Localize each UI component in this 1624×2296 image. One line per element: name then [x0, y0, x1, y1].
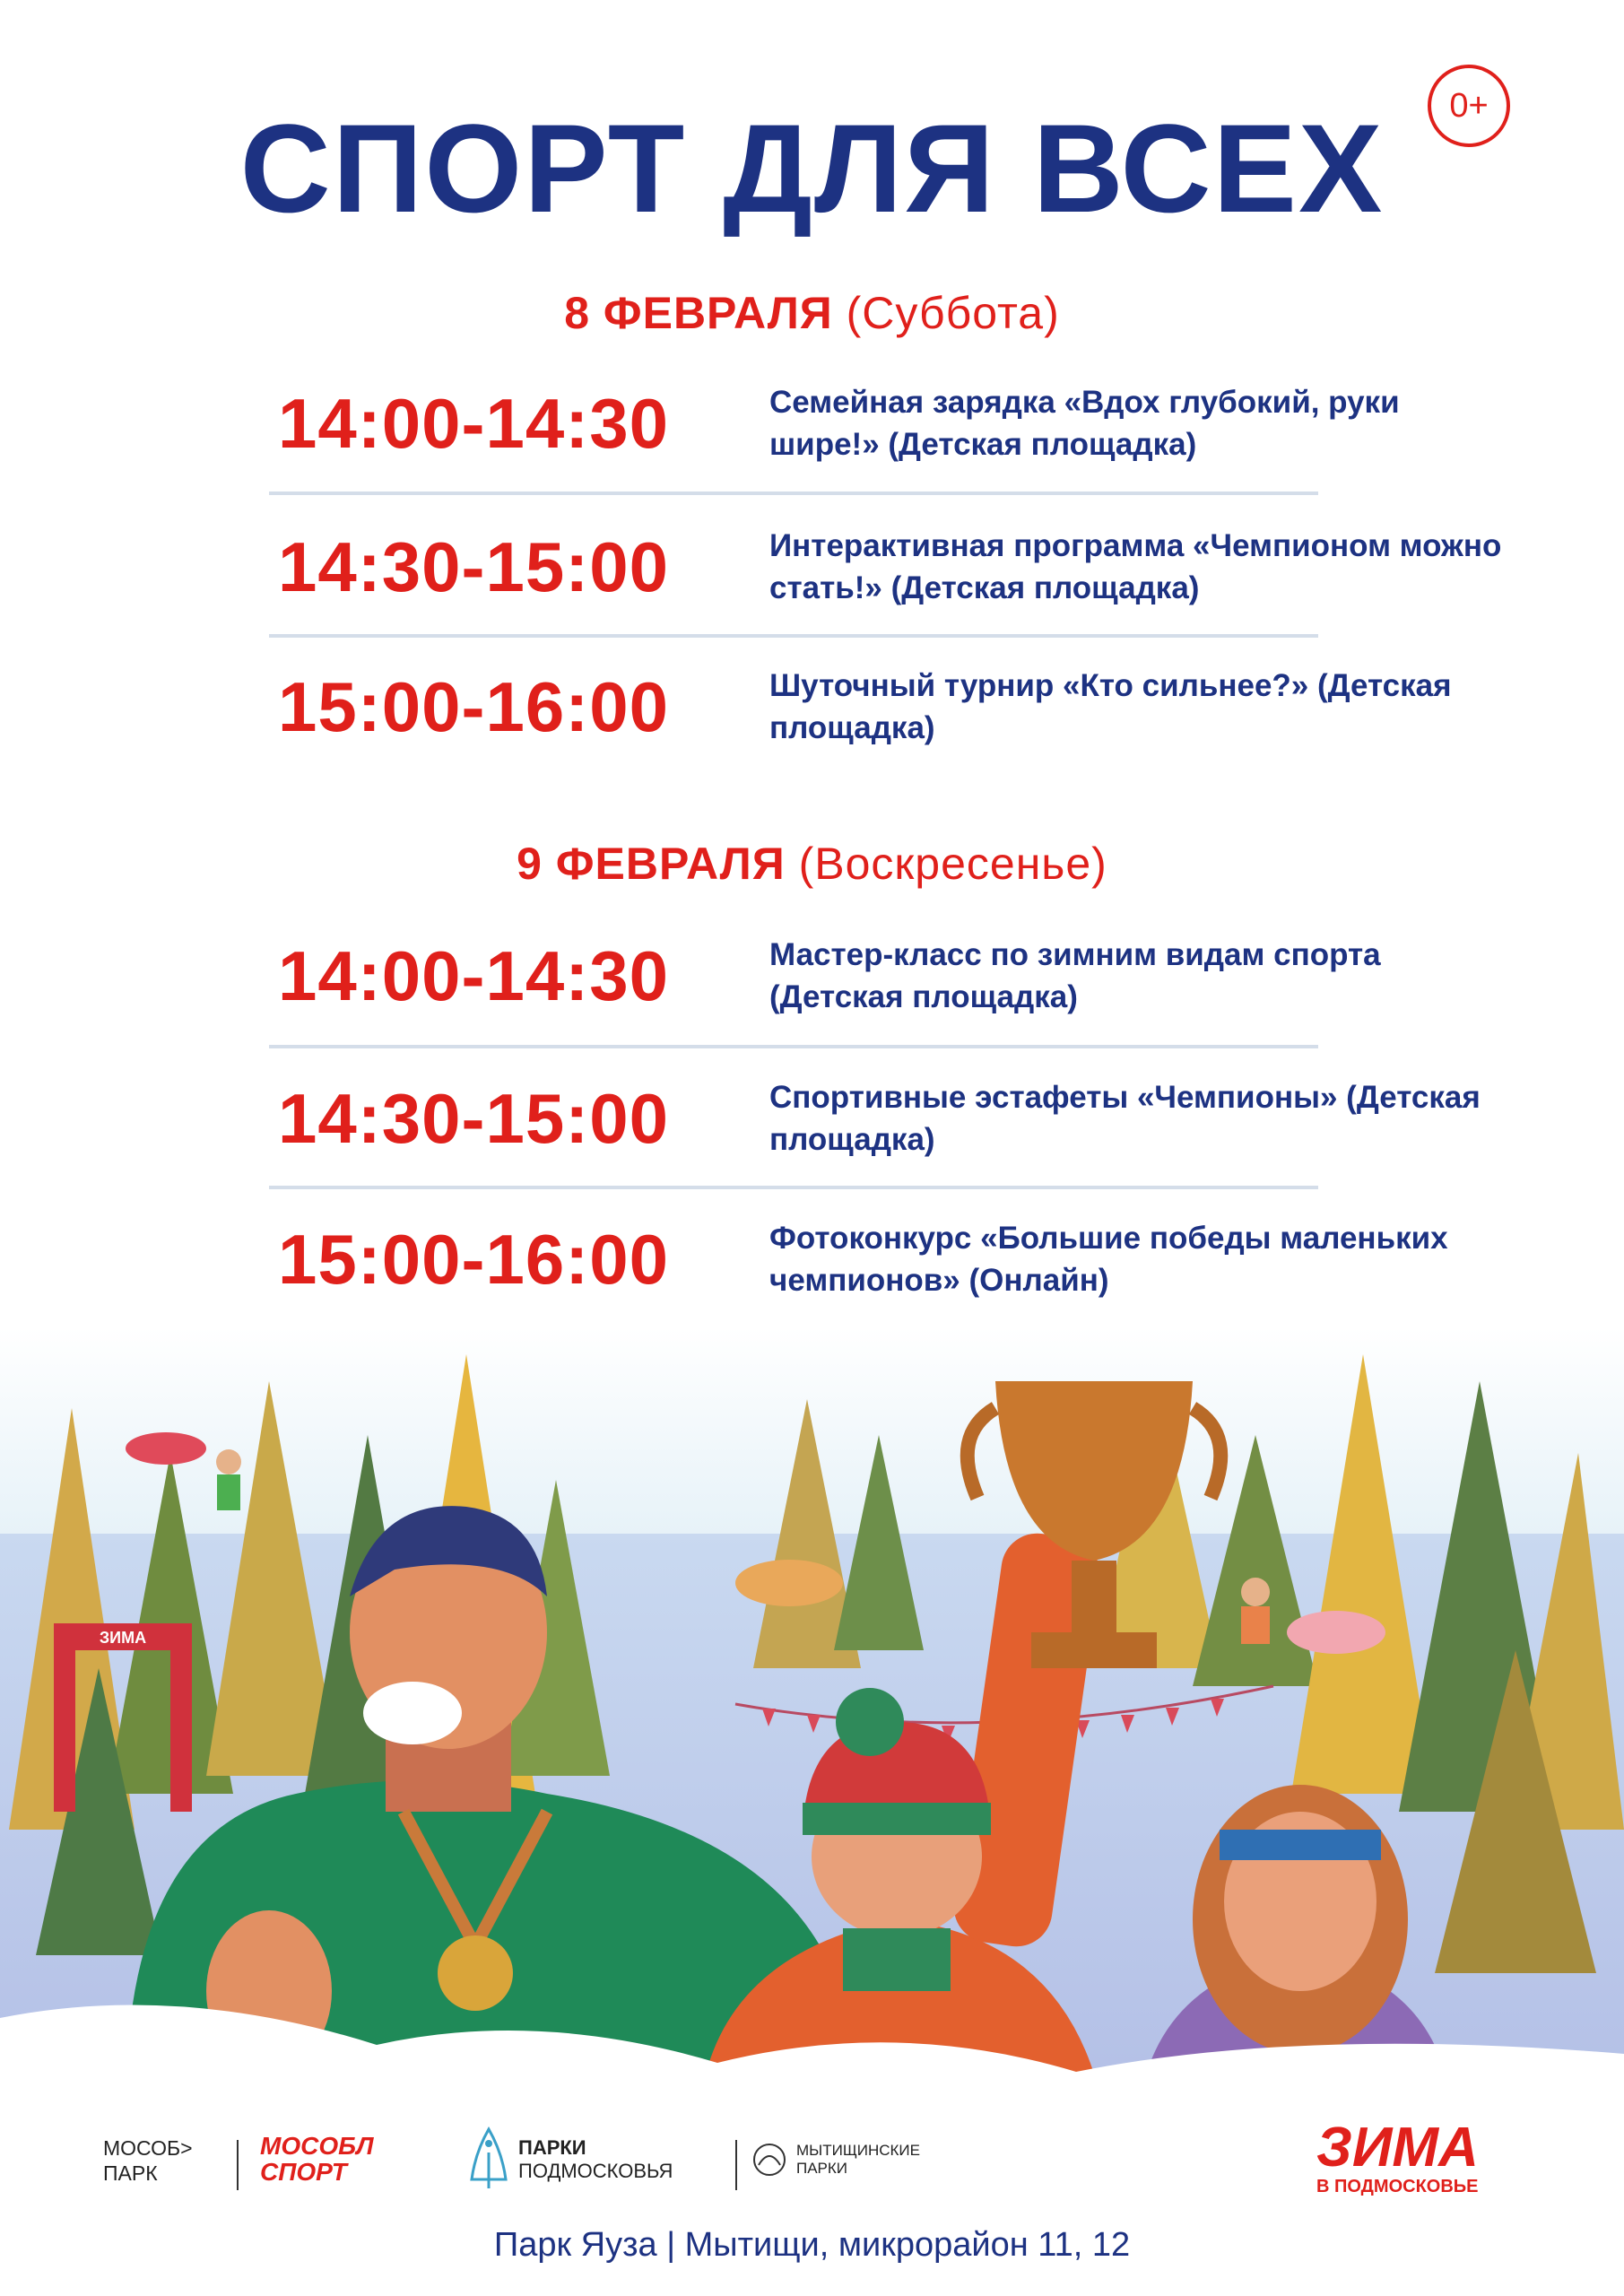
row-divider	[269, 491, 1318, 495]
age-rating-badge: 0+	[1428, 65, 1510, 147]
mosobpark-logo	[103, 2136, 193, 2186]
day-weekday: (Суббота)	[846, 288, 1060, 338]
page-title: СПОРТ ДЛЯ ВСЕХ	[239, 98, 1385, 239]
partner-logos	[0, 2117, 1624, 2215]
day-date: 8 ФЕВРАЛЯ	[564, 288, 833, 338]
event-description: Мастер-класс по зимним видам спорта (Детская площадка)	[769, 936, 1381, 1014]
divider	[237, 2140, 239, 2190]
schedule-row	[269, 644, 1507, 770]
day-header-2	[0, 838, 1624, 890]
logo-line: В ПОДМОСКОВЬЕ	[1316, 2177, 1479, 2196]
skier	[1241, 1578, 1270, 1606]
event-description: Семейная зарядка «Вдох глубокий, руки шире!» (Детская площадка)	[769, 384, 1400, 462]
snow-tube	[1287, 1611, 1385, 1654]
event-time: 14:00-14:30	[278, 383, 669, 463]
event-time: 14:30-15:00	[278, 526, 669, 606]
logo-line: ПАРК	[103, 2161, 158, 2185]
parki-icon	[466, 2126, 511, 2188]
mytishchi-logo	[796, 2142, 920, 2179]
row-divider	[269, 634, 1318, 638]
mosoblsport-logo	[260, 2133, 374, 2186]
day-date: 9 ФЕВРАЛЯ	[517, 839, 786, 889]
row-divider	[269, 1186, 1318, 1189]
schedule-row	[269, 913, 1507, 1039]
parki-logo	[518, 2136, 673, 2184]
logo-line: МЫТИЩИНСКИЕ	[796, 2142, 920, 2159]
logo-line: ПАРКИ	[518, 2136, 586, 2159]
event-description: Интерактивная программа «Чемпионом можно стать!» (Детская площадка)	[769, 527, 1502, 605]
day-header-1	[0, 287, 1624, 339]
mytishchi-icon	[751, 2142, 787, 2178]
day-weekday: (Воскресенье)	[798, 839, 1107, 889]
event-time: 14:00-14:30	[278, 935, 669, 1015]
skier	[216, 1449, 241, 1474]
event-time: 15:00-16:00	[278, 666, 669, 746]
snow-tube	[126, 1432, 206, 1465]
event-time: 15:00-16:00	[278, 1219, 669, 1299]
snow-tube	[735, 1560, 843, 1606]
event-description: Фотоконкурс «Большие победы маленьких чемпионов» (Онлайн)	[769, 1220, 1448, 1298]
schedule-row	[269, 1196, 1507, 1322]
winter-sport-illustration	[0, 1327, 1624, 2108]
schedule-row	[269, 1056, 1507, 1181]
logo-line: ЗИМА	[1316, 2117, 1479, 2179]
zima-logo	[1316, 2117, 1479, 2197]
logo-line: МОСОБЛ	[260, 2132, 374, 2160]
schedule-row	[269, 361, 1507, 486]
divider	[735, 2140, 737, 2190]
row-divider	[269, 1045, 1318, 1048]
event-time: 14:30-15:00	[278, 1078, 669, 1158]
arch-sign: ЗИМА	[99, 1629, 147, 1647]
venue-address: Парк Яуза | Мытищи, микрорайон 11, 12	[493, 2226, 1131, 2264]
logo-line: ПАРКИ	[796, 2160, 848, 2178]
event-description: Шуточный турнир «Кто сильнее?» (Детская площадка)	[769, 667, 1452, 745]
logo-line: ПОДМОСКОВЬЯ	[518, 2160, 673, 2183]
schedule-row	[269, 504, 1507, 630]
medal	[438, 1935, 513, 2011]
logo-line: МОСОБ>	[103, 2136, 193, 2160]
logo-line: СПОРТ	[260, 2158, 347, 2187]
event-description: Спортивные эстафеты «Чемпионы» (Детская площадка)	[769, 1079, 1481, 1157]
